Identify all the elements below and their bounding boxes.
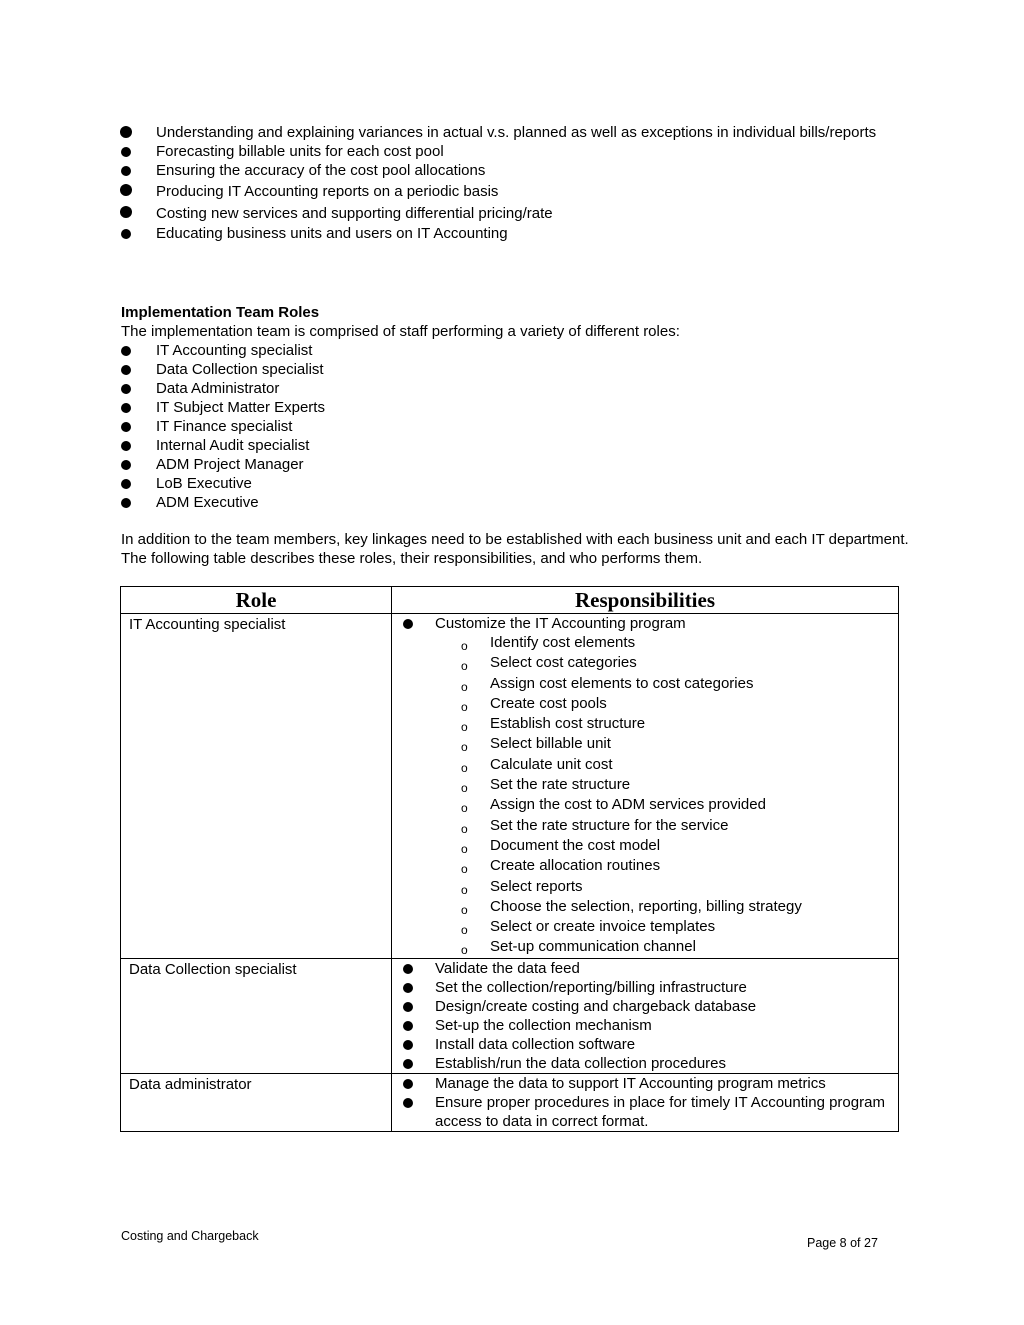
sub-item: o Select billable unit: [435, 734, 898, 754]
sub-item: o Set-up communication channel: [435, 937, 898, 957]
bullet-icon: [403, 1021, 413, 1031]
list-item: Forecasting billable units for each cost pool: [121, 142, 891, 161]
bullet-icon: [121, 441, 131, 451]
list-item: IT Accounting specialist: [121, 341, 891, 360]
bullet-icon: [403, 1002, 413, 1012]
table-header-row: [121, 587, 899, 614]
responsibility-item: Ensure proper procedures in place for timely IT Accounting program access to data in correct format.: [392, 1093, 898, 1131]
bullet-icon: [120, 184, 132, 196]
bullet-icon: [120, 206, 132, 218]
table-row: [121, 958, 899, 1073]
section-intro: The implementation team is comprised of staff performing a variety of different roles:: [121, 323, 680, 340]
list-item: Producing IT Accounting reports on a periodic basis: [121, 181, 891, 202]
team-roles-list: [121, 341, 891, 512]
bullet-icon: [403, 1059, 413, 1069]
responsibility-item: Validate the data feed: [392, 959, 898, 978]
footer-document-title: Costing and Chargeback: [121, 1229, 259, 1243]
circle-bullet-icon: o: [461, 679, 468, 694]
sub-item: o Choose the selection, reporting, billing strategy: [435, 897, 898, 917]
bullet-icon: [403, 983, 413, 993]
circle-bullet-icon: o: [461, 882, 468, 897]
circle-bullet-icon: o: [461, 639, 468, 653]
roles-table: [120, 586, 899, 1132]
bullet-icon: [120, 126, 132, 138]
sub-item: o Assign the cost to ADM services provided: [435, 795, 898, 815]
bullet-icon: [121, 384, 131, 394]
sub-item: o Create allocation routines: [435, 856, 898, 876]
list-item: LoB Executive: [121, 474, 891, 493]
bullet-icon: [121, 403, 131, 413]
bullet-icon: [121, 365, 131, 375]
bullet-icon: [121, 422, 131, 432]
list-item: Costing new services and supporting differential pricing/rate: [121, 203, 891, 224]
bullet-icon: [403, 1098, 413, 1108]
circle-bullet-icon: o: [461, 720, 468, 735]
bullet-icon: [121, 460, 131, 470]
list-item: ADM Executive: [121, 493, 891, 512]
circle-bullet-icon: o: [461, 902, 468, 917]
responsibility-item: Establish/run the data collection procedures: [392, 1054, 898, 1073]
table-row: [121, 1073, 899, 1131]
bullet-icon: [121, 166, 131, 176]
circle-bullet-icon: o: [461, 781, 468, 796]
sub-item: o Establish cost structure: [435, 714, 898, 734]
responsibilities-cell: [392, 614, 899, 959]
circle-bullet-icon: o: [461, 841, 468, 856]
sub-item: o Document the cost model: [435, 836, 898, 856]
circle-bullet-icon: o: [461, 943, 468, 958]
bullet-icon: [121, 346, 131, 356]
list-item: IT Subject Matter Experts: [121, 398, 891, 417]
list-item: Data Administrator: [121, 379, 891, 398]
role-cell: IT Accounting specialist: [121, 614, 392, 959]
circle-bullet-icon: o: [461, 760, 468, 775]
responsibility-bullet-list: [121, 123, 891, 243]
bullet-icon: [121, 498, 131, 508]
sub-item: o Create cost pools: [435, 694, 898, 714]
table-row: [121, 614, 899, 959]
circle-bullet-icon: o: [461, 821, 468, 836]
bullet-icon: [403, 619, 413, 629]
responsibility-item: Manage the data to support IT Accounting program metrics: [392, 1074, 898, 1093]
responsibility-item: Set the collection/reporting/billing infrastructure: [392, 978, 898, 997]
list-item: Data Collection specialist: [121, 360, 891, 379]
sub-item: o Select or create invoice templates: [435, 917, 898, 937]
sub-item: o Set the rate structure for the service: [435, 816, 898, 836]
responsibilities-cell: [392, 958, 899, 1073]
section-heading: Implementation Team Roles: [121, 304, 320, 321]
sub-item: o Calculate unit cost: [435, 755, 898, 775]
bullet-icon: [121, 229, 131, 239]
list-item: Educating business units and users on IT Accounting: [121, 224, 891, 243]
circle-bullet-icon: o: [461, 862, 468, 877]
list-item: IT Finance specialist: [121, 417, 891, 436]
circle-bullet-icon: o: [461, 801, 468, 816]
bullet-icon: [121, 147, 131, 157]
role-cell: Data administrator: [121, 1073, 392, 1131]
list-item: ADM Project Manager: [121, 455, 891, 474]
responsibilities-cell: [392, 1073, 899, 1131]
bullet-icon: [403, 1079, 413, 1089]
role-cell: Data Collection specialist: [121, 958, 392, 1073]
sub-item: o Assign cost elements to cost categories: [435, 674, 898, 694]
sub-item: o Select reports: [435, 877, 898, 897]
linkage-paragraph: In addition to the team members, key linkages need to be established with each business unit and each IT department. The following table describes these roles, their responsibilities, and who performs them.: [121, 531, 909, 567]
bullet-icon: [121, 479, 131, 489]
responsibility-item: Design/create costing and chargeback database: [392, 997, 898, 1016]
sub-item: o Select cost categories: [435, 653, 898, 673]
list-item: Understanding and explaining variances in actual v.s. planned as well as exceptions in individual bills/reports: [121, 123, 891, 142]
bullet-icon: [403, 964, 413, 974]
circle-bullet-icon: o: [461, 740, 468, 755]
column-header-role: Role: [121, 587, 392, 614]
list-item: Ensuring the accuracy of the cost pool allocations: [121, 161, 891, 180]
column-header-responsibilities: Responsibilities: [392, 587, 899, 614]
circle-bullet-icon: o: [461, 923, 468, 938]
bullet-icon: [403, 1040, 413, 1050]
circle-bullet-icon: o: [461, 699, 468, 714]
responsibility-item: Set-up the collection mechanism: [392, 1016, 898, 1035]
sub-item: o Set the rate structure: [435, 775, 898, 795]
sub-task-list: [435, 633, 898, 958]
list-item: Internal Audit specialist: [121, 436, 891, 455]
sub-item: o Identify cost elements: [435, 633, 898, 653]
footer-page-number: Page 8 of 27: [807, 1236, 878, 1250]
responsibility-item: Customize the IT Accounting program o Identify cost elements o Select cost categories o Assign cost elements to cost categories o Create cost pools o Establish cost structure o Select billable unit o Calculate unit cost o Set the rate structure o Assign the cost to ADM services provided o Set the rate structure for the service o Document the cost model o Create allocation routines o Select reports o Choose the selection, reporting, billing strategy o Select or create invoice templates o Set-up communication channel: [392, 614, 898, 958]
responsibility-item: Install data collection software: [392, 1035, 898, 1054]
circle-bullet-icon: o: [461, 659, 468, 674]
